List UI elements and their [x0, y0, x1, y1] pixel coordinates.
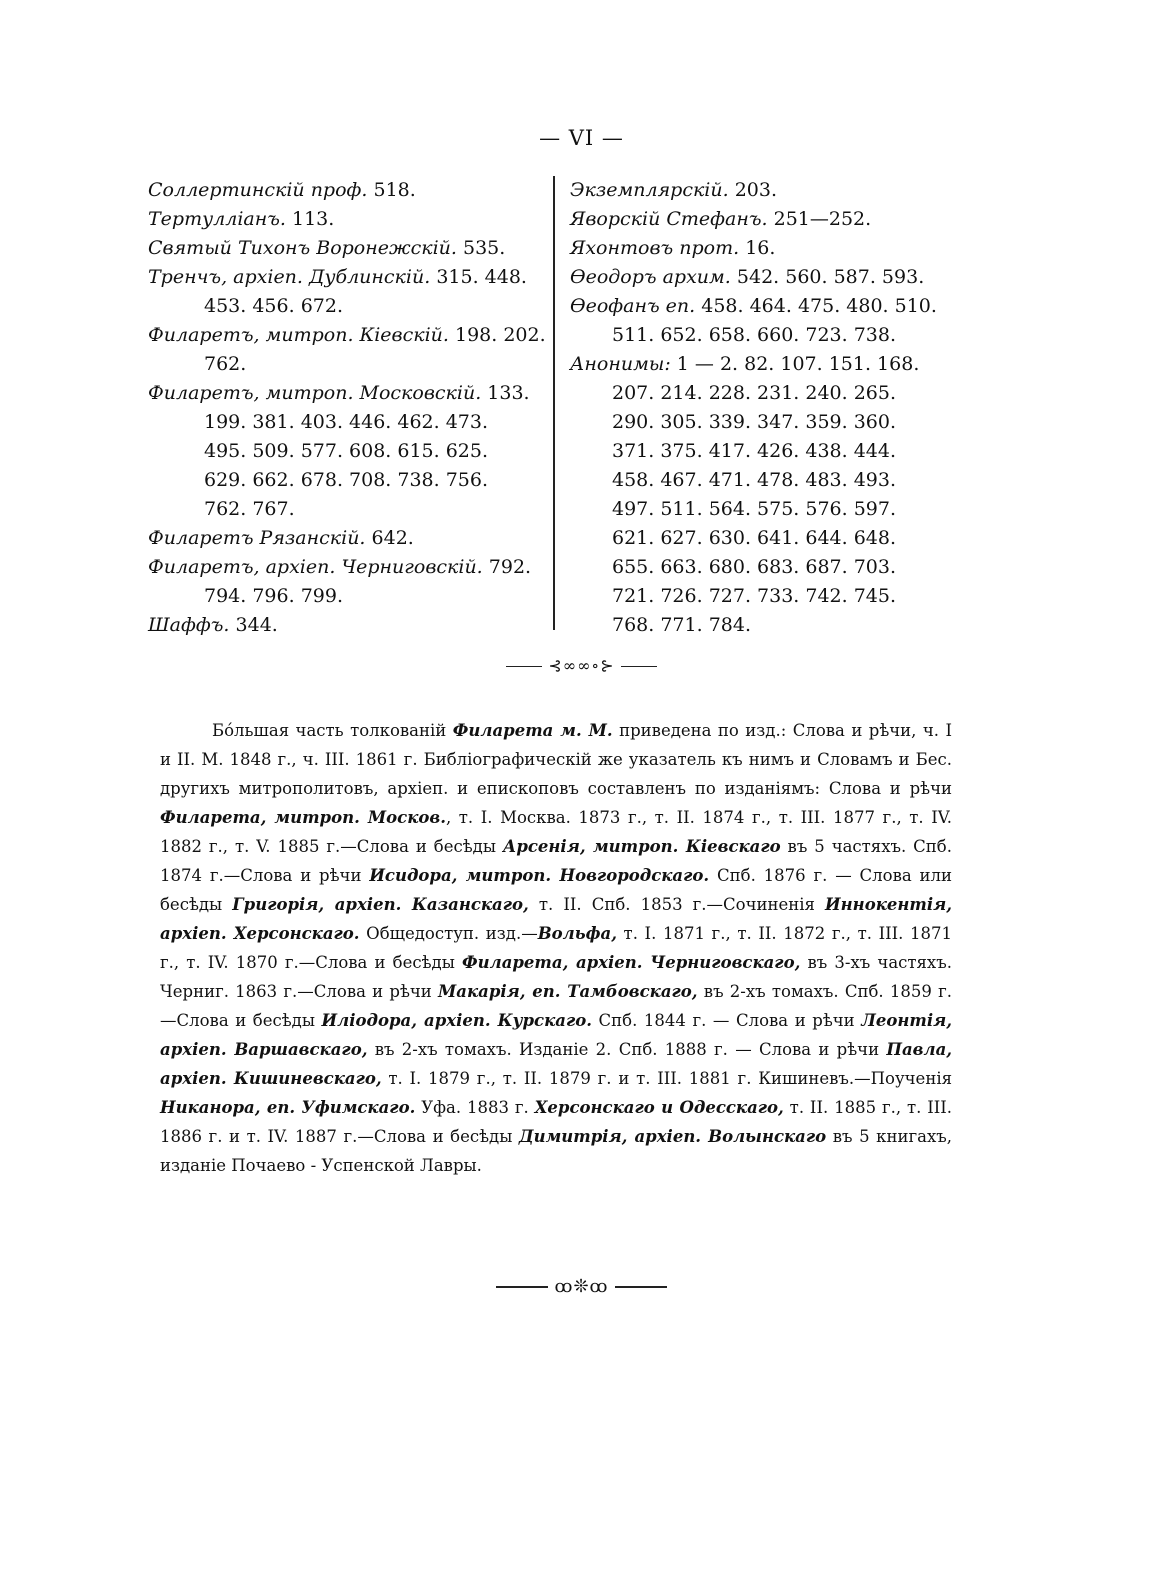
index-entry-continuation	[148, 292, 543, 321]
entry-name: Святый Тихонъ Воронежскій.	[148, 237, 457, 259]
entry-name: Экземплярскій.	[570, 179, 729, 201]
note-italic-name: Димитрія, архіеп. Волынскаго	[518, 1127, 827, 1146]
entry-page-refs: 203.	[734, 179, 778, 201]
note-italic-name: Филарета, архіеп. Черниговскаго,	[461, 953, 801, 972]
index-column-left	[148, 176, 546, 640]
index-entry	[148, 176, 543, 205]
note-text: въ 3-хъ частяхъ. Черниг. 1863 г.—Слова и рѣчи	[160, 953, 952, 1001]
end-ornament-rule-left	[496, 1286, 548, 1288]
entry-name: Ѳеодоръ архим.	[570, 266, 731, 288]
entry-name: Соллертинскій проф.	[148, 179, 368, 201]
note-italic-name: Леонтія, архіеп. Варшавскаго,	[160, 1011, 952, 1059]
entry-page-refs: 762. 767.	[204, 498, 295, 520]
index-entry	[570, 263, 970, 292]
entry-page-refs: 199. 381. 403. 446. 462. 473.	[204, 411, 489, 433]
index-entry-continuation	[148, 437, 543, 466]
index-entry-continuation	[570, 437, 970, 466]
index-entry-continuation	[570, 379, 970, 408]
entry-page-refs: 762.	[204, 353, 247, 375]
entry-page-refs: 207. 214. 228. 231. 240. 265.	[612, 382, 897, 404]
note-text: , т. I. Москва. 1873 г., т. II. 1874 г., т. III. 1877 г., т. IV. 1882 г., т. V. 1885 г.—Слова и бесѣды	[160, 808, 952, 856]
entry-page-refs: 453. 456. 672.	[204, 295, 343, 317]
index-entry-continuation	[570, 582, 970, 611]
note-italic-name: Никанора, еп. Уфимскаго.	[160, 1098, 416, 1117]
entry-page-refs: 621. 627. 630. 641. 644. 648.	[612, 527, 897, 549]
note-text: Общедоступ. изд.—	[359, 924, 538, 943]
entry-page-refs: 1 — 2. 82. 107. 151. 168.	[676, 353, 920, 375]
index-entry	[148, 321, 546, 350]
index-entry-continuation	[148, 495, 543, 524]
entry-page-refs: 344.	[235, 614, 278, 636]
note-text: т. II. Спб. 1853 г.—Сочиненія	[528, 895, 826, 914]
note-text: Спб. 1876 г. — Слова или бесѣды	[160, 866, 953, 914]
index-entry-continuation	[148, 350, 543, 379]
note-text: приведена по изд.: Слова и рѣчи, ч. I и II. М. 1848 г., ч. III. 1861 г. Библіографическій же указатель къ нимъ и Словамъ и Бес. другихъ митрополитовъ, архіеп. и епископовъ составленъ по изданіямъ: Слова и рѣчи	[160, 721, 952, 798]
index-entry	[148, 553, 543, 582]
entry-name: Анонимы:	[570, 353, 671, 375]
entry-page-refs: 133.	[487, 382, 530, 404]
ornament-rule-right	[621, 666, 657, 668]
entry-page-refs: 794. 796. 799.	[204, 585, 343, 607]
note-italic-name: Филарета м. М.	[452, 721, 613, 740]
index-column-right	[570, 176, 970, 640]
index-entry-continuation	[570, 611, 970, 640]
entry-name: Филаретъ Рязанскій.	[148, 527, 366, 549]
entry-page-refs: 251—252.	[773, 208, 872, 230]
end-ornament-glyph: ꝏ❊ꝏ	[554, 1276, 609, 1297]
entry-page-refs: 655. 663. 680. 683. 687. 703.	[612, 556, 897, 578]
entry-name: Филаретъ, архіеп. Черниговскій.	[148, 556, 483, 578]
entry-page-refs: 495. 509. 577. 608. 615. 625.	[204, 440, 489, 462]
column-divider	[553, 176, 555, 630]
index-entry	[148, 234, 543, 263]
note-text: т. I. 1871 г., т. II. 1872 г., т. III. 1871 г., т. IV. 1870 г.—Слова и бесѣды	[160, 924, 953, 972]
entry-name: Ѳеофанъ еп.	[570, 295, 696, 317]
index-entry-continuation	[570, 321, 970, 350]
index-entry	[570, 176, 970, 205]
index-entry	[570, 205, 970, 234]
index-entry	[148, 205, 543, 234]
note-text: Бо́льшая часть толкованій	[212, 721, 453, 740]
note-text: т. I. 1879 г., т. II. 1879 г. и т. III. 1881 г. Кишиневъ.—Поученія	[381, 1069, 953, 1088]
entry-page-refs: 518.	[373, 179, 416, 201]
index-entry-continuation	[570, 495, 970, 524]
note-text: т. II. 1885 г., т. III. 1886 г. и т. IV. 1887 г.—Слова и бесѣды	[160, 1098, 953, 1146]
bibliographic-note	[160, 716, 952, 1180]
end-ornament-rule-right	[615, 1286, 667, 1288]
note-text: Уфа. 1883 г.	[415, 1098, 535, 1117]
index-entry-continuation	[570, 466, 970, 495]
note-italic-name: Исидора, митроп. Новгородскаго.	[369, 866, 710, 885]
note-italic-name: Павла, архіеп. Кишиневскаго,	[160, 1040, 953, 1088]
entry-page-refs: 629. 662. 678. 708. 738. 756.	[204, 469, 489, 491]
ornament-rule-left	[506, 666, 542, 668]
index-entry	[148, 263, 543, 292]
entry-name: Яворскій Стефанъ.	[570, 208, 768, 230]
note-italic-name: Филарета, митроп. Москов.	[160, 808, 446, 827]
entry-name: Тренчъ, архіеп. Дублинскій.	[148, 266, 431, 288]
entry-page-refs: 792.	[488, 556, 532, 578]
entry-name: Тертулліанъ.	[148, 208, 286, 230]
entry-name: Яхонтовъ прот.	[570, 237, 740, 259]
entry-page-refs: 542. 560. 587. 593.	[736, 266, 925, 288]
index-entry	[570, 350, 970, 379]
index-entry	[570, 234, 970, 263]
entry-name: Шаффъ.	[148, 614, 230, 636]
note-italic-name: Иліодора, архіеп. Курскаго.	[321, 1011, 592, 1030]
note-text: въ 2-хъ томахъ. Спб. 1859 г.—Слова и бесѣды	[160, 982, 952, 1030]
note-italic-name: Арсенія, митроп. Кіевскаго	[502, 837, 781, 856]
entry-page-refs: 290. 305. 339. 347. 359. 360.	[612, 411, 897, 433]
entry-page-refs: 198. 202.	[455, 324, 546, 346]
note-text: въ 2-хъ томахъ. Изданіе 2. Спб. 1888 г. — Слова и рѣчи	[367, 1040, 887, 1059]
index-entry	[148, 379, 543, 408]
note-italic-name: Херсонскаго и Одесскаго,	[534, 1098, 784, 1117]
note-italic-name: Григорія, архіеп. Казанскаго,	[232, 895, 529, 914]
index-entry-continuation	[570, 524, 970, 553]
note-italic-name: Макарія, еп. Тамбовскаго,	[438, 982, 698, 1001]
note-italic-name: Вольфа,	[537, 924, 617, 943]
entry-page-refs: 315. 448.	[436, 266, 527, 288]
entry-page-refs: 768. 771. 784.	[612, 614, 751, 636]
index-entry-continuation	[570, 553, 970, 582]
entry-page-refs: 113.	[291, 208, 335, 230]
index-entry	[570, 292, 970, 321]
entry-name: Филаретъ, митроп. Московскій.	[148, 382, 482, 404]
page-number: — VI —	[539, 126, 624, 150]
note-text: въ 5 частяхъ. Спб. 1874 г.—Слова и рѣчи	[160, 837, 952, 885]
index-entry-continuation	[148, 582, 543, 611]
ornament-glyph: ⊰∞∞∘⊱	[548, 656, 615, 675]
index-entry-continuation	[570, 408, 970, 437]
entry-page-refs: 458. 467. 471. 478. 483. 493.	[612, 469, 897, 491]
entry-page-refs: 721. 726. 727. 733. 742. 745.	[612, 585, 897, 607]
index-entry	[148, 611, 543, 640]
entry-page-refs: 535.	[462, 237, 506, 259]
entry-page-refs: 642.	[371, 527, 414, 549]
index-entry	[148, 524, 543, 553]
note-italic-name: Иннокентія, архіеп. Херсонскаго.	[160, 895, 952, 943]
end-ornament	[0, 1276, 1163, 1297]
entry-page-refs: 511. 652. 658. 660. 723. 738.	[612, 324, 897, 346]
note-text: въ 5 книгахъ, изданіе Почаево - Успенской Лавры.	[160, 1127, 953, 1175]
entry-page-refs: 371. 375. 417. 426. 438. 444.	[612, 440, 897, 462]
ornament-divider	[0, 656, 1163, 675]
entry-page-refs: 458. 464. 475. 480. 510.	[701, 295, 937, 317]
index-entry-continuation	[148, 466, 543, 495]
entry-page-refs: 16.	[745, 237, 776, 259]
entry-name: Филаретъ, митроп. Кіевскій.	[148, 324, 449, 346]
note-text: Спб. 1844 г. — Слова и рѣчи	[591, 1011, 862, 1030]
index-entry-continuation	[148, 408, 543, 437]
entry-page-refs: 497. 511. 564. 575. 576. 597.	[612, 498, 897, 520]
